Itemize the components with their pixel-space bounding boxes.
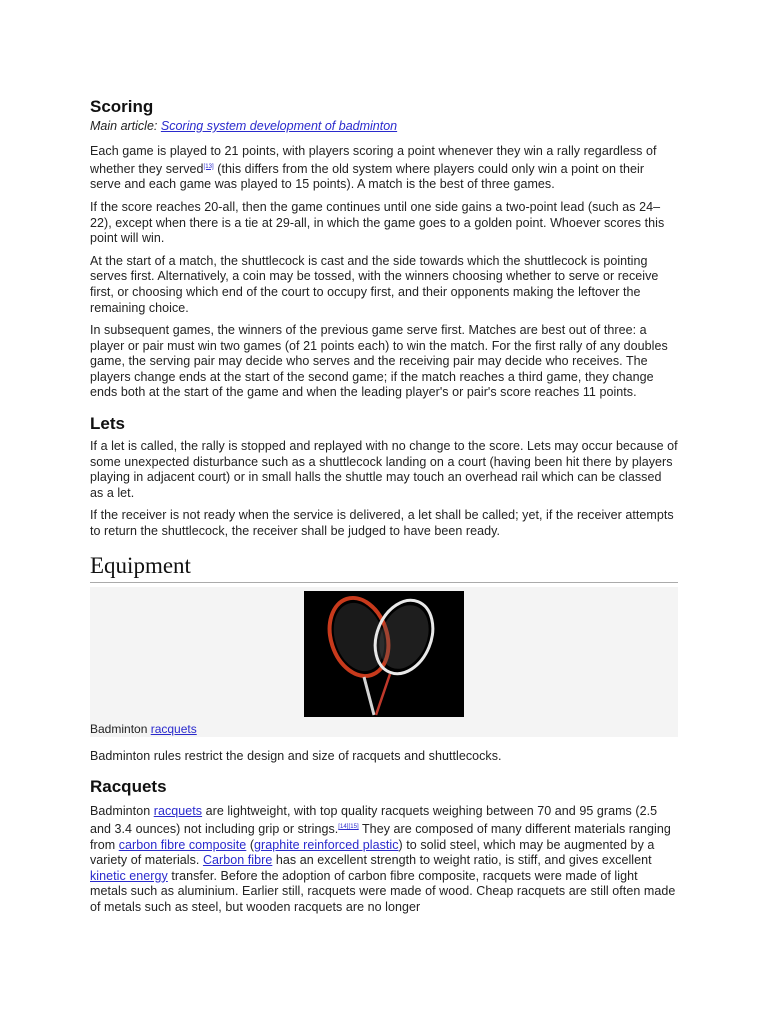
lets-heading: Lets: [90, 414, 125, 434]
racquets-text-2: are lightweight, with top quality racquets weighing between 70 and 95 grams (2.5 and 3.4 ounces) not including grip or strings.: [90, 804, 658, 836]
scoring-paragraph-1: [90, 144, 678, 193]
racquets-text-1: Badminton: [90, 804, 154, 819]
racquets-text-4: (: [246, 837, 255, 852]
main-article-link[interactable]: Scoring system development of badminton: [160, 119, 398, 133]
racquets-link[interactable]: racquets: [153, 804, 203, 819]
racquets-figure: [90, 587, 678, 737]
scoring-p1-a: Each game is played to 21 points, with players scoring a point whenever they win a rally regardless of whether they served: [90, 144, 657, 176]
caption-prefix: Badminton: [90, 721, 151, 736]
scoring-paragraph-4: In subsequent games, the winners of the previous game serve first. Matches are best out of three: a player or pair must win two games (of 21 points each) to win the match. For the first rally of any doubles game, the serving pair may decide who serves and the receiving pair may decide who receives. The players change ends at the start of the second game; if the match reaches a third game, they change ends both at the start of the game and when the leading player's or pair's score reaches 11 points.: [90, 323, 668, 400]
racquets-text-7: transfer. Before the adoption of carbon fibre composite, racquets were made of light metals such as aluminium. Earlier still, racquets were made of wood. Cheap racquets are still often made of metals such as steel, but wooden racquets are no longer: [90, 868, 676, 914]
racquets-text-6: has an excellent strength to weight ratio, is stiff, and gives excellent: [272, 853, 652, 868]
racquets-text-3: They are composed of many different materials ranging from: [90, 821, 671, 852]
caption-racquets-link[interactable]: racquets: [150, 721, 197, 736]
racquets-heading: Racquets: [90, 777, 167, 797]
equipment-heading: Equipment: [90, 552, 678, 583]
main-article-prefix: Main article:: [90, 119, 158, 133]
article-body: [90, 96, 678, 923]
racquets-image[interactable]: [304, 591, 464, 717]
citation-13[interactable]: [13]: [203, 163, 214, 170]
graphite-reinforced-plastic-link[interactable]: graphite reinforced plastic: [254, 837, 399, 852]
figure-caption: [90, 722, 197, 736]
main-article-note: [90, 118, 678, 134]
equipment-intro: Badminton rules restrict the design and size of racquets and shuttlecocks.: [90, 748, 502, 763]
racquets-text-5: ) to solid steel, which may be augmented by a variety of materials.: [90, 837, 655, 868]
lets-paragraph-1: If a let is called, the rally is stopped and replayed with no change to the score. Lets may occur because of some unexpected disturbance such as a shuttlecock landing on a court (having been hit there by players playing in adjacent court) or in small halls the shuttle may touch an overhead rail which can be classed as a let.: [90, 439, 678, 500]
scoring-paragraph-2: If the score reaches 20-all, then the game continues until one side gains a two-point lead (such as 24–22), except when there is a tie at 29-all, in which the game goes to a golden point. Whoever scores this point will win.: [90, 199, 665, 246]
kinetic-energy-link[interactable]: kinetic energy: [90, 868, 168, 883]
carbon-fibre-composite-link[interactable]: carbon fibre composite: [118, 837, 247, 852]
racquets-paragraph: [90, 804, 678, 915]
scoring-p1-b: (this differs from the old system where players could only win a point on their serve and each game was played to 15 points). A match is the best of three games.: [90, 161, 645, 192]
scoring-paragraph-3: At the start of a match, the shuttlecock is cast and the side towards which the shuttlecock is pointing serves first. Alternatively, a coin may be tossed, with the winners choosing whether to serve or receive first, or choosing which end of the court to occupy first, and their opponents making the leftover the remaining choice.: [90, 253, 659, 315]
citation-14-15[interactable]: [14][15]: [338, 823, 359, 830]
carbon-fibre-link[interactable]: Carbon fibre: [202, 853, 273, 868]
scoring-heading: Scoring: [90, 97, 154, 116]
lets-paragraph-2: If the receiver is not ready when the service is delivered, a let shall be called; yet, if the receiver attempts to return the shuttlecock, the receiver shall be judged to have been ready.: [90, 508, 674, 539]
